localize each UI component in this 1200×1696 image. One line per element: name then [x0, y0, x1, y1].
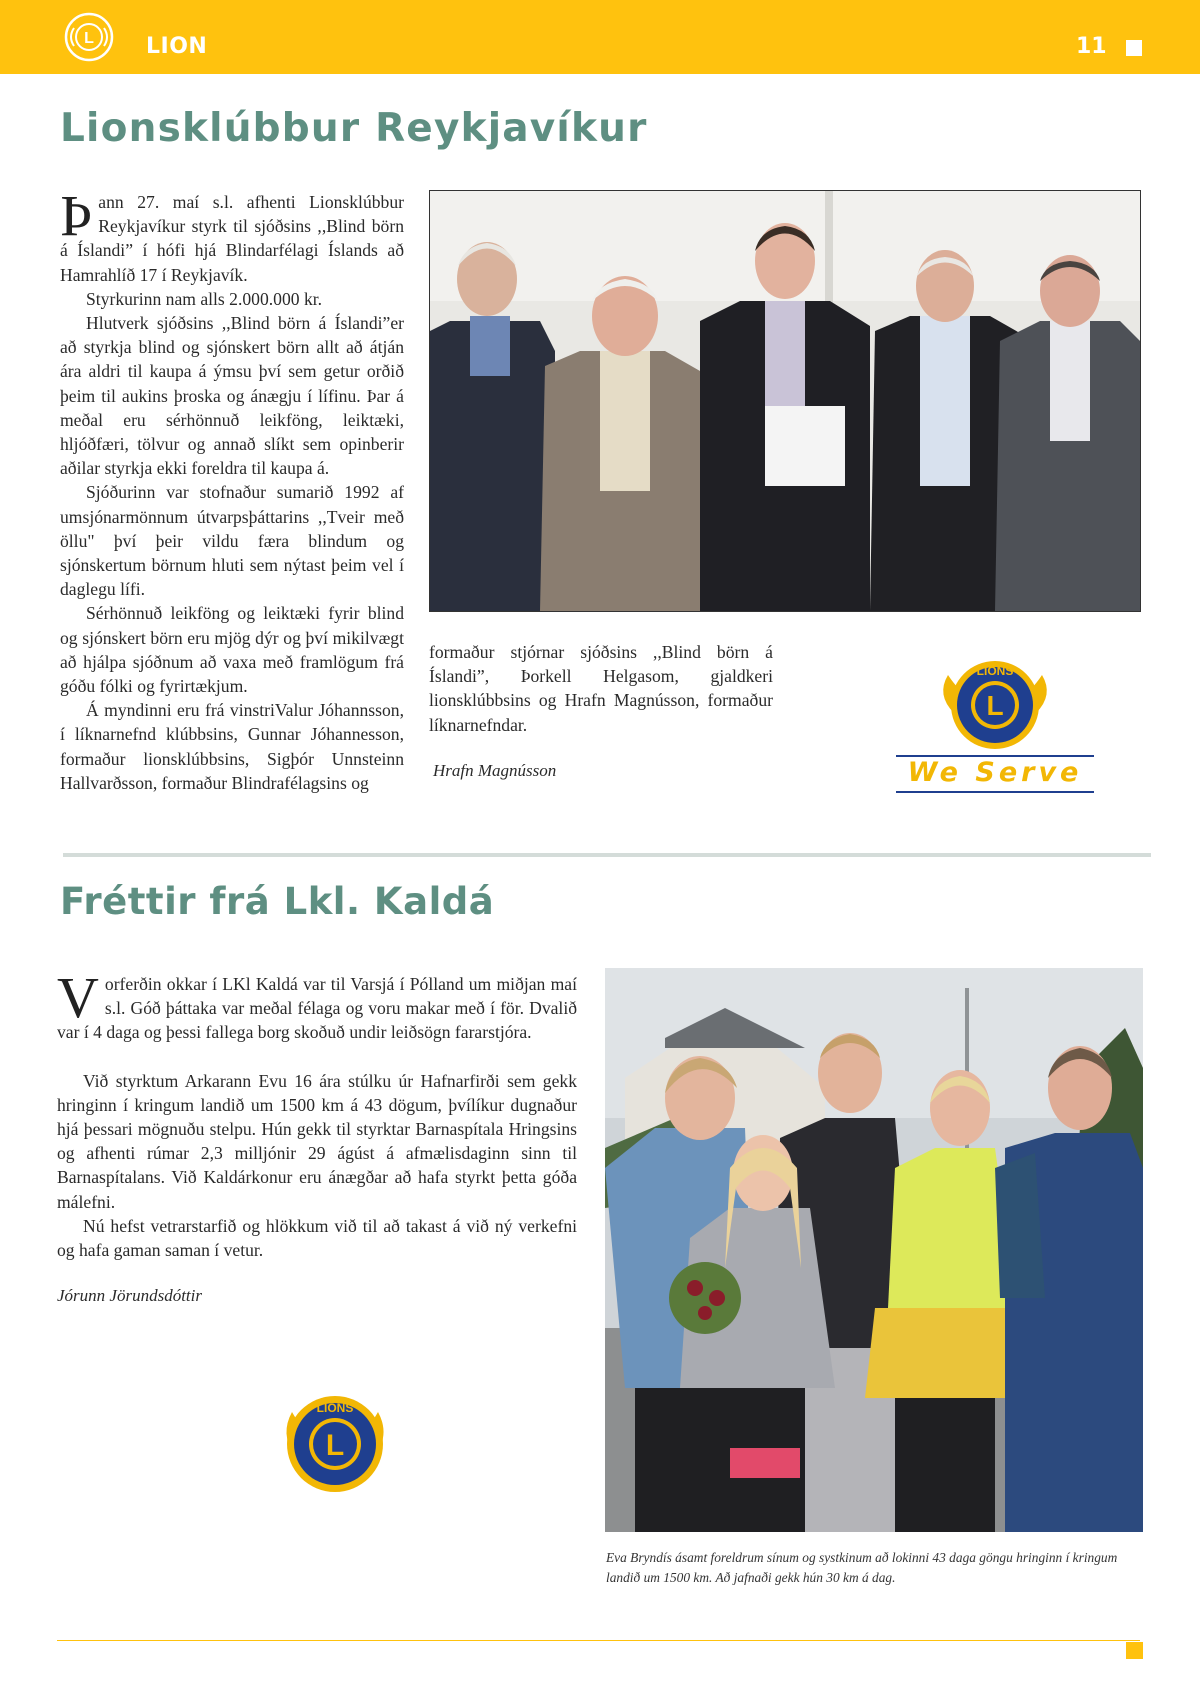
article1-continuation — [429, 640, 773, 783]
article2-para2: Við styrktum Arkarann Evu 16 ára stúlku úr Hafnarfirði sem gekk hringinn í kringum landið um 1500 km á 43 dögum, þvílíkur dugnaður hjá þessari mögnuðu stelpu. Hún gekk til styrktar Barnaspítala Hringsins og afhenti rúmar 2,3 milljónir 29 ágúst á afmælisdaginn sinn til Barnaspítalans. Við Kaldárkonur eru ánægðar að hafa styrkt þetta góða málefni. — [57, 1070, 577, 1212]
logo-bottom-line — [896, 791, 1094, 793]
svg-text:LIONS: LIONS — [316, 1401, 354, 1415]
lions-club-logo-icon — [896, 655, 1094, 755]
family-photo-image — [605, 968, 1143, 1532]
article2-body — [57, 965, 577, 1308]
we-serve-tagline: We Serve — [907, 757, 1083, 788]
article2-signature: Jórunn Jörundsdóttir — [57, 1286, 202, 1306]
lions-club-logo-small-icon — [278, 1390, 392, 1498]
page-header — [0, 0, 1200, 74]
article1-title: Lionsklúbbur Reykjavíkur — [60, 106, 648, 151]
footer-square-icon — [1126, 1642, 1143, 1659]
svg-text:L: L — [986, 690, 1004, 721]
section-divider — [63, 853, 1151, 857]
family-photo-caption: Eva Bryndís ásamt foreldrum sínum og systkinum að lokinni 43 daga göngu hringinn í kringum landið um 1500 km. Að jafnaði gekk hún 30 km á dag. — [606, 1550, 1118, 1585]
article1-dropcap: Þ — [60, 183, 93, 248]
footer-rule — [57, 1640, 1140, 1641]
group-photo-reykjavik — [429, 190, 1141, 612]
article2-title: Fréttir frá Lkl. Kaldá — [60, 880, 495, 923]
magazine-brand: LION — [146, 34, 208, 59]
article2-dropcap: V — [57, 965, 99, 1030]
family-photo-kalda — [605, 968, 1143, 1532]
svg-text:L: L — [325, 1429, 345, 1462]
lions-header-logo-icon — [64, 12, 114, 62]
article1-para1: Þann 27. maí s.l. afhenti Lionsklúbbur Reykjavíkur styrk til sjóðsins ,,Blind börn á Íslandi” í hófi hjá Blindarfélagi Íslands að Hamrahlíð 17 í Reykjavík. — [60, 183, 404, 285]
svg-text:L: L — [84, 30, 94, 47]
lions-we-serve-logo — [896, 655, 1094, 793]
article1-continuation-text: formaður stjórnar sjóðsins ,,Blind börn á Íslandi”, Þorkell Helgasom, gjaldkeri lionsklúbbsins og Hrafn Magnússon, formaður líknarnefndar. — [429, 642, 773, 735]
article2-para1: Vorferðin okkar í LKl Kaldá var til Varsjá í Pólland um miðjan maí s.l. Góð þáttaka var meðal félaga og voru makar með í för. Dvalið var í 4 daga og þessi fallega borg skoðuð undir leiðsögn fararstjóra. — [57, 965, 577, 1043]
article2-para3: Nú hefst vetrarstarfið og hlökkum við til að takast á við ný verkefni og hafa gaman saman í vetur. — [57, 1215, 577, 1261]
page-square-icon — [1126, 40, 1142, 56]
article1-para3: Hlutverk sjóðsins ,,Blind börn á Íslandi”er að styrkja blind og sjónskert börn allt að átján ára aldri til kaupa á ýmsu því sem getur orðið þeim til aukins þroska og ánægju í lífinu. Þar á meðal eru sérhönnuð leikföng, leiktæki, hljóðfæri, tölvur og annað slíkt sem opinberir aðilar styrkja ekki foreldra til kaupa á. — [60, 313, 404, 479]
svg-text:LIONS: LIONS — [976, 664, 1014, 678]
article1-para4: Sjóðurinn var stofnaður sumarið 1992 af umsjónarmönnum útvarpsþáttarins ,,Tveir með öllu" því þeir vildu færa blindum og sjónskertum börnum hluti sem nýtast þeim vel í daglegu lífi. — [60, 482, 404, 600]
article1-para5: Sérhönnuð leikföng og leiktæki fyrir blind og sjónskert börn eru mjög dýr og því mikilvægt að hjálpa sjóðnum að vaxa með framlögum frá góðu fólki og fyrirtækjum. — [60, 603, 404, 697]
article1-para2: Styrkurinn nam alls 2.000.000 kr. — [86, 288, 323, 309]
article1-para6: Á myndinni eru frá vinstriValur Jóhannsson, í líknarnefnd klúbbsins, Gunnar Jóhannesson, formaður lionsklúbbsins, Sigþór Unnsteinn Hallvarðsson, formaður Blindrafélagsins og — [60, 700, 404, 793]
group-photo-image — [430, 191, 1140, 611]
page-number: 11 — [1076, 34, 1107, 59]
article1-signature: Hrafn Magnússon — [433, 760, 557, 780]
article1-body — [60, 183, 404, 795]
